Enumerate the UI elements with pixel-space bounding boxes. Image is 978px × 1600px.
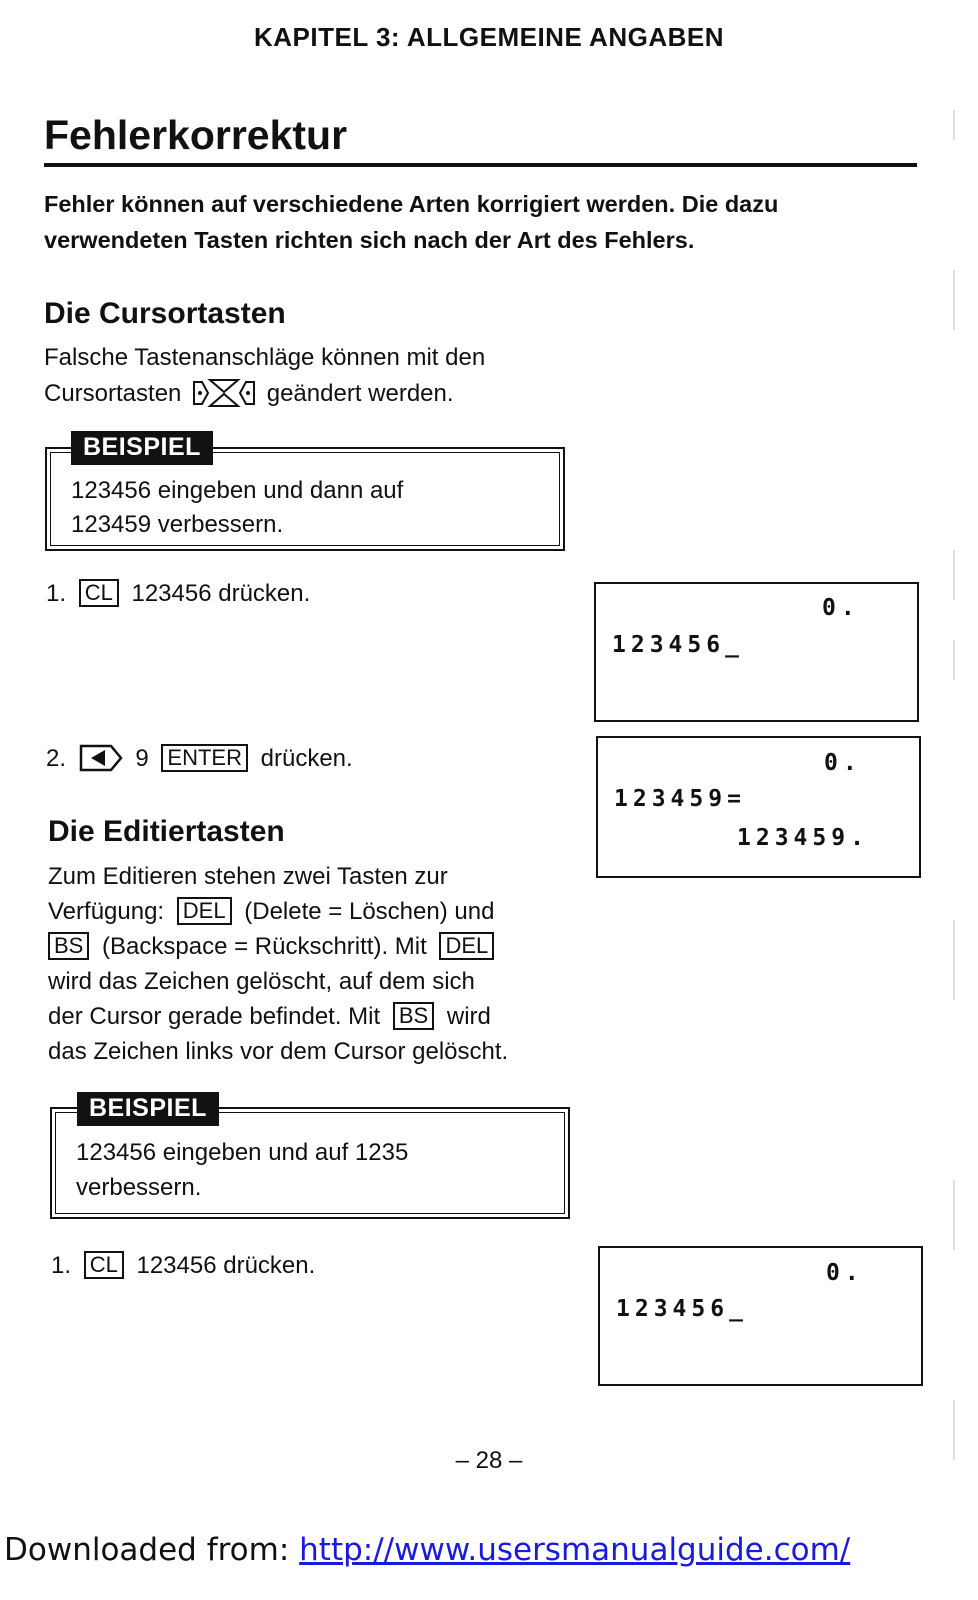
display-1-line1: 0. — [822, 595, 860, 621]
display-2-line2: 123459= — [614, 786, 746, 812]
edit-step-1 — [51, 1251, 315, 1280]
step-number: 1. — [46, 580, 67, 607]
cl-key: CL — [84, 1251, 124, 1279]
example-label-edit: BEISPIEL — [77, 1092, 219, 1126]
left-arrow-key-icon — [79, 743, 123, 773]
edit-line-1: Zum Editieren stehen zwei Tasten zur — [48, 863, 448, 890]
scan-margin-marks — [944, 100, 958, 1480]
cursor-step-2 — [46, 743, 353, 773]
cursor-section-line1: Falsche Tastenanschläge können mit den — [44, 344, 486, 371]
intro-paragraph: Fehler können auf verschiedene Arten korrigiert werden. Die dazu verwendeten Tasten richten sich nach der Art des Fehlers. — [44, 191, 779, 253]
download-footer — [4, 1532, 850, 1568]
page-title: Fehlerkorrektur — [44, 112, 348, 158]
del-key: DEL — [177, 897, 232, 925]
cursor-section-heading: Die Cursortasten — [44, 297, 286, 330]
edit-line-3 — [48, 929, 500, 965]
title-divider — [44, 163, 917, 167]
edit-section-heading: Die Editiertasten — [48, 815, 285, 848]
cursor-step-1 — [46, 579, 310, 608]
cursor-keys-icon — [192, 378, 256, 408]
download-link[interactable]: http://www.usersmanualguide.com/ — [299, 1532, 851, 1568]
display-2-line3: 123459. — [737, 825, 869, 851]
cursor-section-line2 — [44, 376, 454, 412]
display-2-line1: 0. — [824, 750, 862, 776]
example-line2-edit: verbessern. — [76, 1174, 202, 1201]
edit-line-5 — [48, 999, 491, 1035]
step-text: 123456 drücken. — [136, 1252, 316, 1279]
edit-line-4: wird das Zeichen gelöscht, auf dem sich — [48, 968, 475, 995]
cl-key: CL — [79, 579, 119, 607]
chapter-header: KAPITEL 3: ALLGEMEINE ANGABEN — [253, 22, 724, 52]
edit-line-2 — [48, 894, 494, 930]
step-text: 123456 drücken. — [131, 580, 311, 607]
edit-line-2-before: Verfügung: — [48, 898, 165, 925]
edit-line-5-after: wird — [446, 1003, 491, 1030]
edit-line-2-after: (Delete = Löschen) und — [244, 898, 495, 925]
edit-line-6: das Zeichen links vor dem Cursor gelöscht. — [48, 1038, 509, 1065]
cursor-section-line2-before: Cursortasten — [44, 380, 182, 407]
example-label-cursor: BEISPIEL — [71, 431, 213, 465]
page-number: – 28 – — [455, 1447, 523, 1474]
example-line1-edit: 123456 eingeben und auf 1235 — [76, 1139, 409, 1166]
example-line2-cursor: 123459 verbessern. — [71, 511, 284, 538]
edit-line-3-middle: (Backspace = Rückschritt). Mit — [102, 933, 427, 960]
display-3-line1: 0. — [826, 1260, 864, 1286]
bs-key: BS — [48, 932, 89, 960]
example-line1-cursor: 123456 eingeben und dann auf — [71, 477, 404, 504]
cursor-section-line2-after: geändert werden. — [266, 380, 454, 407]
edit-line-5-before: der Cursor gerade befindet. Mit — [48, 1003, 381, 1030]
display-3-line2: 123456_ — [616, 1296, 748, 1322]
download-label: Downloaded from: — [4, 1532, 290, 1568]
bs-key: BS — [393, 1002, 434, 1030]
del-key: DEL — [439, 932, 494, 960]
step-digit: 9 — [135, 745, 149, 772]
enter-key: ENTER — [161, 744, 248, 772]
step-number: 1. — [51, 1252, 72, 1279]
step-number: 2. — [46, 745, 67, 772]
display-1-line2: 123456_ — [612, 632, 744, 658]
step-text: drücken. — [260, 745, 353, 772]
